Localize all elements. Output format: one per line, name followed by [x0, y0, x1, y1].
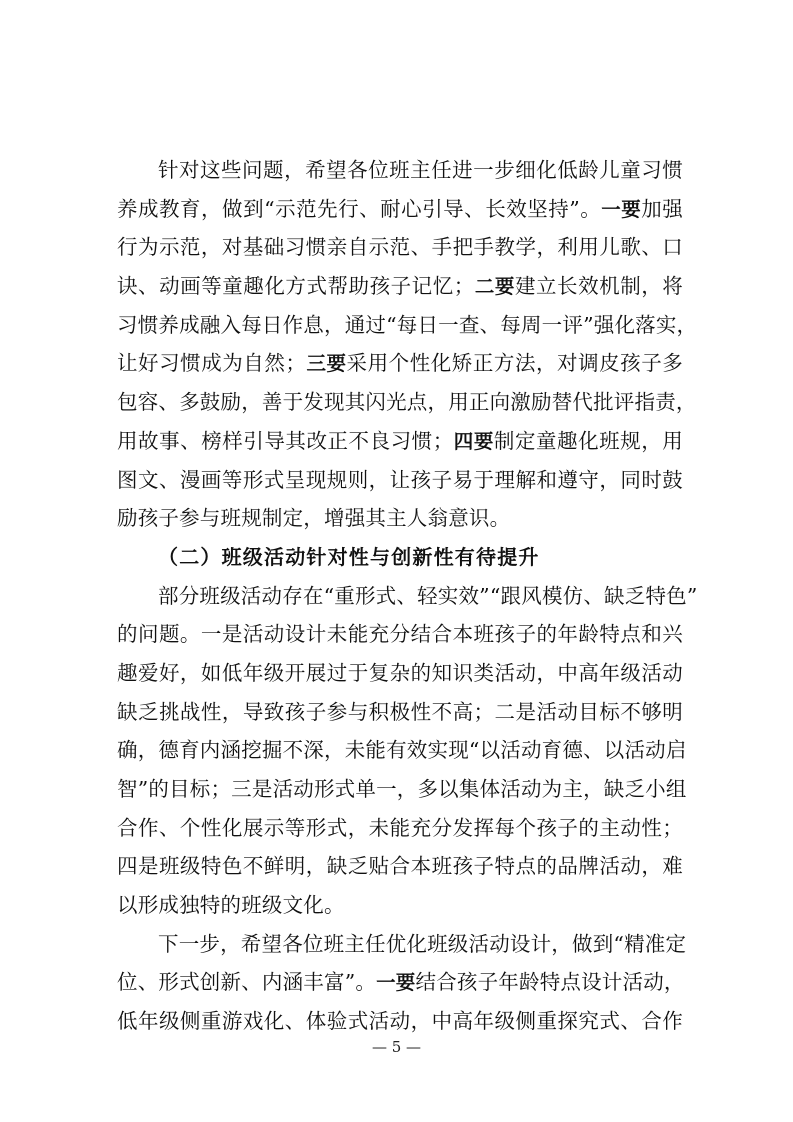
page-number: — 5 — [371, 1038, 422, 1056]
paragraph-3-line-2 [117, 963, 683, 1002]
text-run: 趣爱好，如低年级开展过于复杂的知识类活动，中高年级活动 [117, 660, 683, 685]
text-run: 建立长效机制，将 [514, 274, 683, 299]
text-run: 习惯养成融入每日作息，通过“每日一查、每周一评”强化落实， [117, 312, 698, 337]
text-run: 以形成独特的班级文化。 [117, 893, 345, 918]
emphasis-text: 二要 [474, 275, 515, 299]
paragraph-2-line-9 [117, 886, 683, 925]
section-heading: （二）班级活动针对性与创新性有待提升 [158, 544, 540, 569]
paragraph-1-line-9 [117, 461, 683, 500]
text-run: 行为示范，对基础习惯亲自示范、手把手教学，利用儿歌、口 [117, 235, 683, 260]
paragraph-2-line-5 [117, 731, 687, 770]
text-run: 缺乏挑战性，导致孩子参与积极性不高；二是活动目标不够明 [117, 699, 683, 724]
text-run: 诀、动画等童趣化方式帮助孩子记忆； [117, 274, 475, 299]
text-run: 确，德育内涵挖掘不深，未能有效实现“以活动育德、以活动启 [117, 738, 687, 763]
text-run: 的问题。一是活动设计未能充分结合本班孩子的年龄特点和兴 [117, 622, 683, 647]
paragraph-3-line-3 [117, 1002, 683, 1041]
paragraph-2-line-7 [117, 809, 683, 848]
paragraph-1-line-3 [117, 228, 683, 267]
text-run: 用故事、榜样引导其改正不良习惯； [117, 428, 454, 453]
text-run: 制定童趣化班规，用 [493, 428, 683, 453]
paragraph-2-line-2 [117, 615, 683, 654]
paragraph-2-line-4 [117, 693, 683, 732]
paragraph-2-line-1 [117, 577, 698, 616]
paragraph-1-line-1 [117, 151, 683, 190]
text-run: 合作、个性化展示等形式，未能充分发挥每个孩子的主动性； [117, 815, 683, 840]
text-run: 采用个性化矫正方法，对调皮孩子多 [346, 351, 683, 376]
paragraph-2-line-6 [117, 770, 687, 809]
text-run: 智”的目标；三是活动形式单一，多以集体活动为主，缺乏小组 [117, 777, 687, 801]
body-text [117, 151, 698, 1041]
emphasis-text: 四要 [453, 429, 494, 453]
paragraph-1-line-5 [117, 306, 698, 345]
text-run: 包容、多鼓励，善于发现其闪光点，用正向激励替代批评指责， [117, 390, 697, 415]
text-run: 四是班级特色不鲜明，缺乏贴合本班孩子特点的品牌活动，难 [117, 854, 683, 879]
text-run: 针对这些问题，希望各位班主任进一步细化低龄儿童习惯 [158, 158, 683, 182]
paragraph-1-line-8 [117, 422, 683, 461]
text-run: 部分班级活动存在“重形式、轻实效”“跟风模仿、缺乏特色” [158, 583, 698, 608]
text-run: 低年级侧重游戏化、体验式活动，中高年级侧重探究式、合作 [117, 1009, 683, 1034]
emphasis-text: 三要 [306, 352, 347, 376]
text-run: 下一步，希望各位班主任优化班级活动设计，做到“精准定 [158, 931, 687, 956]
paragraph-2-line-3 [117, 654, 683, 693]
paragraph-1-line-2 [117, 190, 683, 229]
text-run: 励孩子参与班规制定，增强其主人翁意识。 [117, 506, 511, 531]
text-run: 让好习惯成为自然； [117, 351, 307, 376]
text-run: 位、形式创新、内涵丰富”。 [117, 970, 377, 995]
paragraph-1-line-6 [117, 344, 683, 383]
text-run: 结合孩子年龄特点设计活动， [415, 970, 685, 995]
paragraph-1-line-4 [117, 267, 683, 306]
emphasis-text: 一要 [376, 971, 416, 995]
text-run: 养成教育，做到“示范先行、耐心引导、长效坚持”。 [117, 196, 602, 221]
paragraph-3-line-1 [117, 925, 687, 964]
paragraph-1-line-7 [117, 383, 697, 422]
paragraph-2-line-8 [117, 847, 683, 886]
paragraph-1-line-10 [117, 499, 683, 538]
text-run: 加强 [641, 196, 683, 221]
emphasis-text: 一要 [601, 197, 642, 221]
text-run: 图文、漫画等形式呈现规则，让孩子易于理解和遵守，同时鼓 [117, 467, 683, 492]
